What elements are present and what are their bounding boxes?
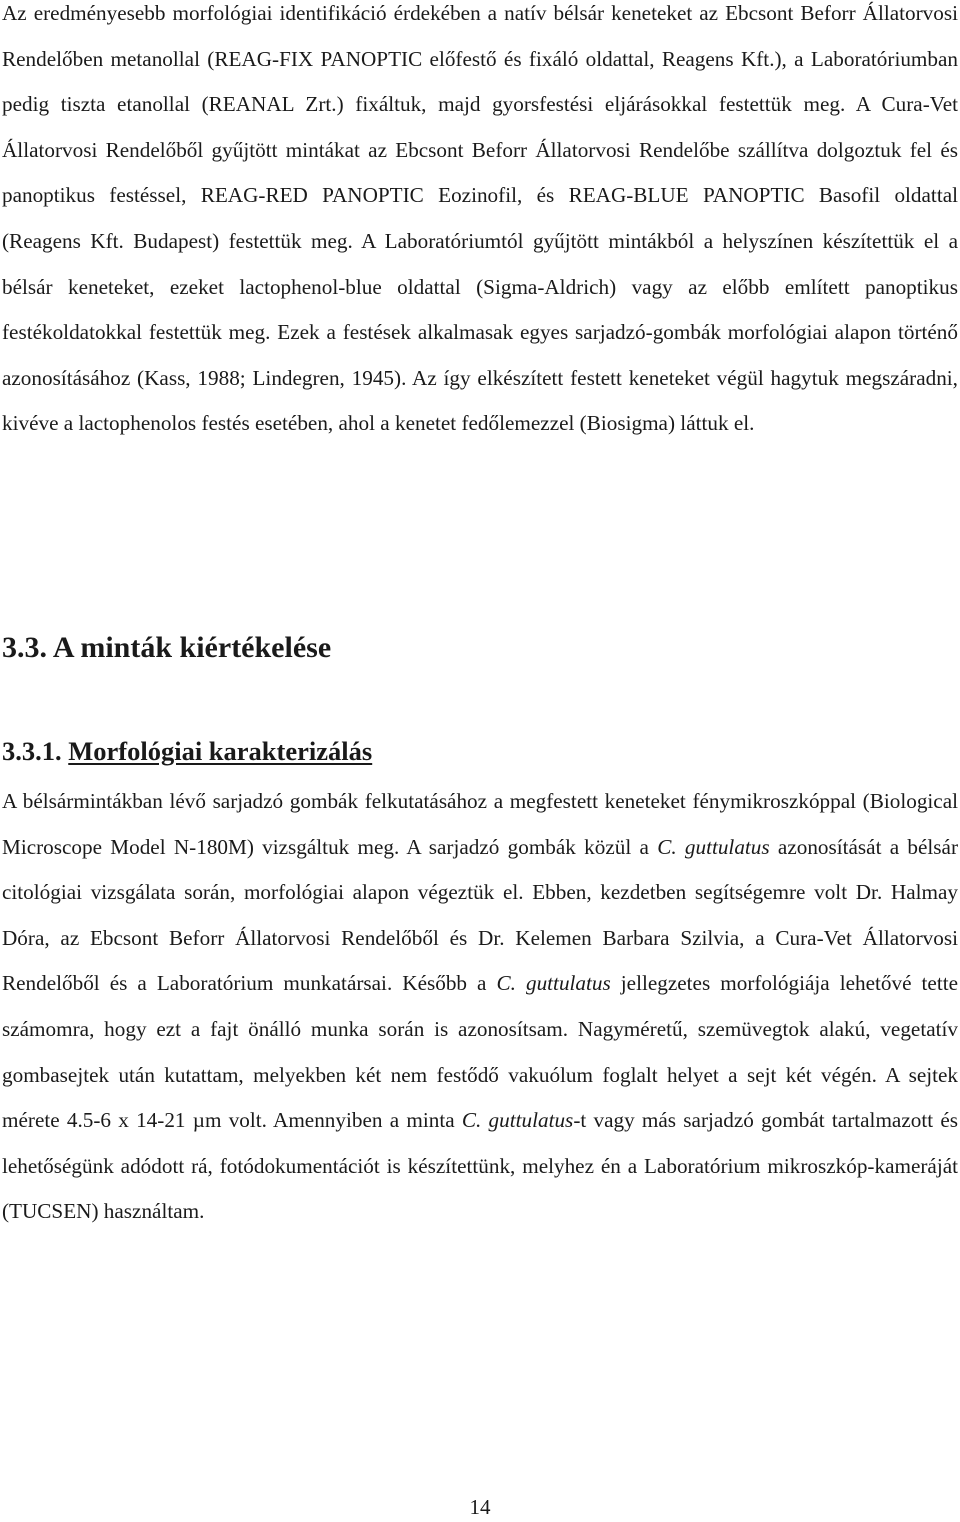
species-name: C. guttulatus [657,834,770,859]
sentence-drying: Az így elkészített festett keneteket végül hagytuk megszáradni, kivéve a lactophenolos festés esetében, ahol a kenetet fedőlemezzel (Biosigma) láttuk el. [2,365,958,436]
text-run: A bélsármintákban lévő sarjadzó gombák felkutatásához a megfestett keneteket fénymikroszkóppal (Biological Microscope Model N-180M) vizsgáltuk meg. A sarjadzó gombák közül a [2,789,958,859]
page-number: 14 [469,1495,491,1519]
subsection-title: Morfológiai karakterizálás [68,736,373,766]
subsection-heading [2,733,372,769]
species-name: C. guttulatus [496,971,611,996]
paragraph-morphological-characterization [2,779,958,1235]
section-heading: 3.3. A minták kiértékelése [2,631,332,664]
subsection-number: 3.3.1. [2,736,62,766]
text-run: -t vagy más sarjadzó gombát tartalmazott és lehetőségünk adódott rá, fotódokumentációt is készítettünk, melyhez én a Laboratórium mikroszkóp-kameráját (TUCSEN) használtam. [2,1108,958,1224]
sentence-cura-vet-samples: A Cura-Vet Állatorvosi Rendelőből gyűjtött mintákat az Ebcsont Beforr Állatorvosi Rendelőbe szállítva dolgoztuk fel és panoptikus festéssel, REAG-RED PANOPTIC Eozinofil, és REAG-BLUE PANOPTIC Basofil oldattal (Reagens Kft. Budapest) festettük meg. [2,92,958,253]
text-run: azonosítását a bélsár citológiai vizsgálata során, morfológiai alapon végeztük el. Ebben, kezdetben segítségemre volt Dr. Halmay Dóra, az Ebcsont Beforr Állatorvosi Rendelőből és Dr. Kelemen Barbara Szilvia, a Cura-Vet Állatorvosi Rendelőből és a Laboratórium munkatársai. Később a [2,834,958,996]
sentence-fixation: Az eredményesebb morfológiai identifikáció érdekében a natív bélsár keneteket az Ebcsont Beforr Állatorvosi Rendelőben metanollal (REAG-FIX PANOPTIC előfestő és fixáló oldattal, Reagens Kft.), a Laboratóriumban pedig tiszta etanollal (REANAL Zrt.) fixáltuk, majd gyorsfestési eljárásokkal festettük meg. [2,1,958,117]
text-run: jellegzetes morfológiája lehetővé tette számomra, hogy ezt a fajt önálló munka során is azonosítsam. Nagyméretű, szemüvegtok alakú, vegetatív gombasejtek után kutattam, melyekben két nem festődő vakuólum foglalt helyet a sejt két végén. A sejtek mérete 4.5-6 x 14-21 µm volt. Amennyiben a minta [2,971,958,1133]
species-name: C. guttulatus [461,1108,574,1133]
sentence-identification-suitability: Ezek a festések alkalmasak egyes sarjadzó-gombák morfológiai alapon történő azonosításához (Kass, 1988; Lindegren, 1945). [2,320,958,390]
sentence-laboratory-samples: A Laboratóriumtól gyűjtött mintákból a helyszínen készítettük el a bélsár keneteket, ezeket lactophenol-blue oldattal (Sigma-Aldrich) vagy az előbb említett panoptikus festékoldatokkal festettük meg. [2,228,958,345]
paragraph-staining-methods [2,0,958,447]
